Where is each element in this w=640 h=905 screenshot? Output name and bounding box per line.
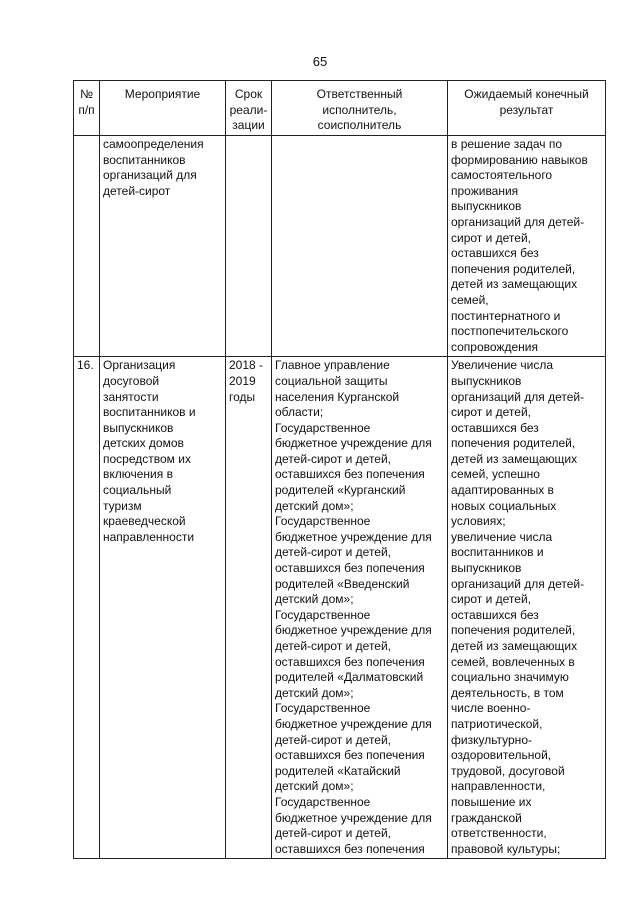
header-event: Мероприятие [100,81,226,136]
measures-table [73,80,606,859]
header-number: № п/п [74,81,100,136]
table-row [74,357,606,859]
row-result: Увеличение числа выпускников организаций для детей- сирот и детей, оставшихся без попечения родителей, детей из замещающих семей, успешно адаптированных в новых социальных условиях; увеличение числа воспитанников и выпускников организаций для детей- сирот и детей, оставшихся без попечения родителей, детей из замещающих семей, вовлеченных в социально значимую деятельность, в том числе военно- патриотической, физкультурно- оздоровительной, трудовой, досуговой направленности, повышение их гражданской ответственности, правовой культуры; [448,357,606,859]
row-result: в решение задач по формированию навыков самостоятельного проживания выпускников организаций для детей- сирот и детей, оставшихся без попечения родителей, детей из замещающих семей, постинтернатного и постпопечительского сопровождения [448,136,606,357]
page-number: 65 [312,54,328,69]
header-executor: Ответственный исполнитель, соисполнитель [272,81,448,136]
row-event: Организация досуговой занятости воспитанников и выпускников детских домов посредством их включения в социальный туризм краеведческой направленности [100,357,226,859]
header-result: Ожидаемый конечный результат [448,81,606,136]
row-event: самоопределения воспитанников организаций для детей-сирот [100,136,226,357]
row-number [74,136,100,357]
row-term [226,136,272,357]
header-term: Срок реали- зации [226,81,272,136]
row-executor [272,136,448,357]
table-header-row [74,81,606,136]
row-number: 16. [74,357,100,859]
table-row [74,136,606,357]
row-executor: Главное управление социальной защиты населения Курганской области; Государственное бюджетное учреждение для детей-сирот и детей, оставшихся без попечения родителей «Курганский детский дом»; Государственное бюджетное учреждение для детей-сирот и детей, оставшихся без попечения родителей «Введенский детский дом»; Государственное бюджетное учреждение для детей-сирот и детей, оставшихся без попечения родителей «Далматовский детский дом»; Государственное бюджетное учреждение для детей-сирот и детей, оставшихся без попечения родителей «Катайский детский дом»; Государственное бюджетное учреждение для детей-сирот и детей, оставшихся без попечения [272,357,448,859]
row-term: 2018 - 2019 годы [226,357,272,859]
